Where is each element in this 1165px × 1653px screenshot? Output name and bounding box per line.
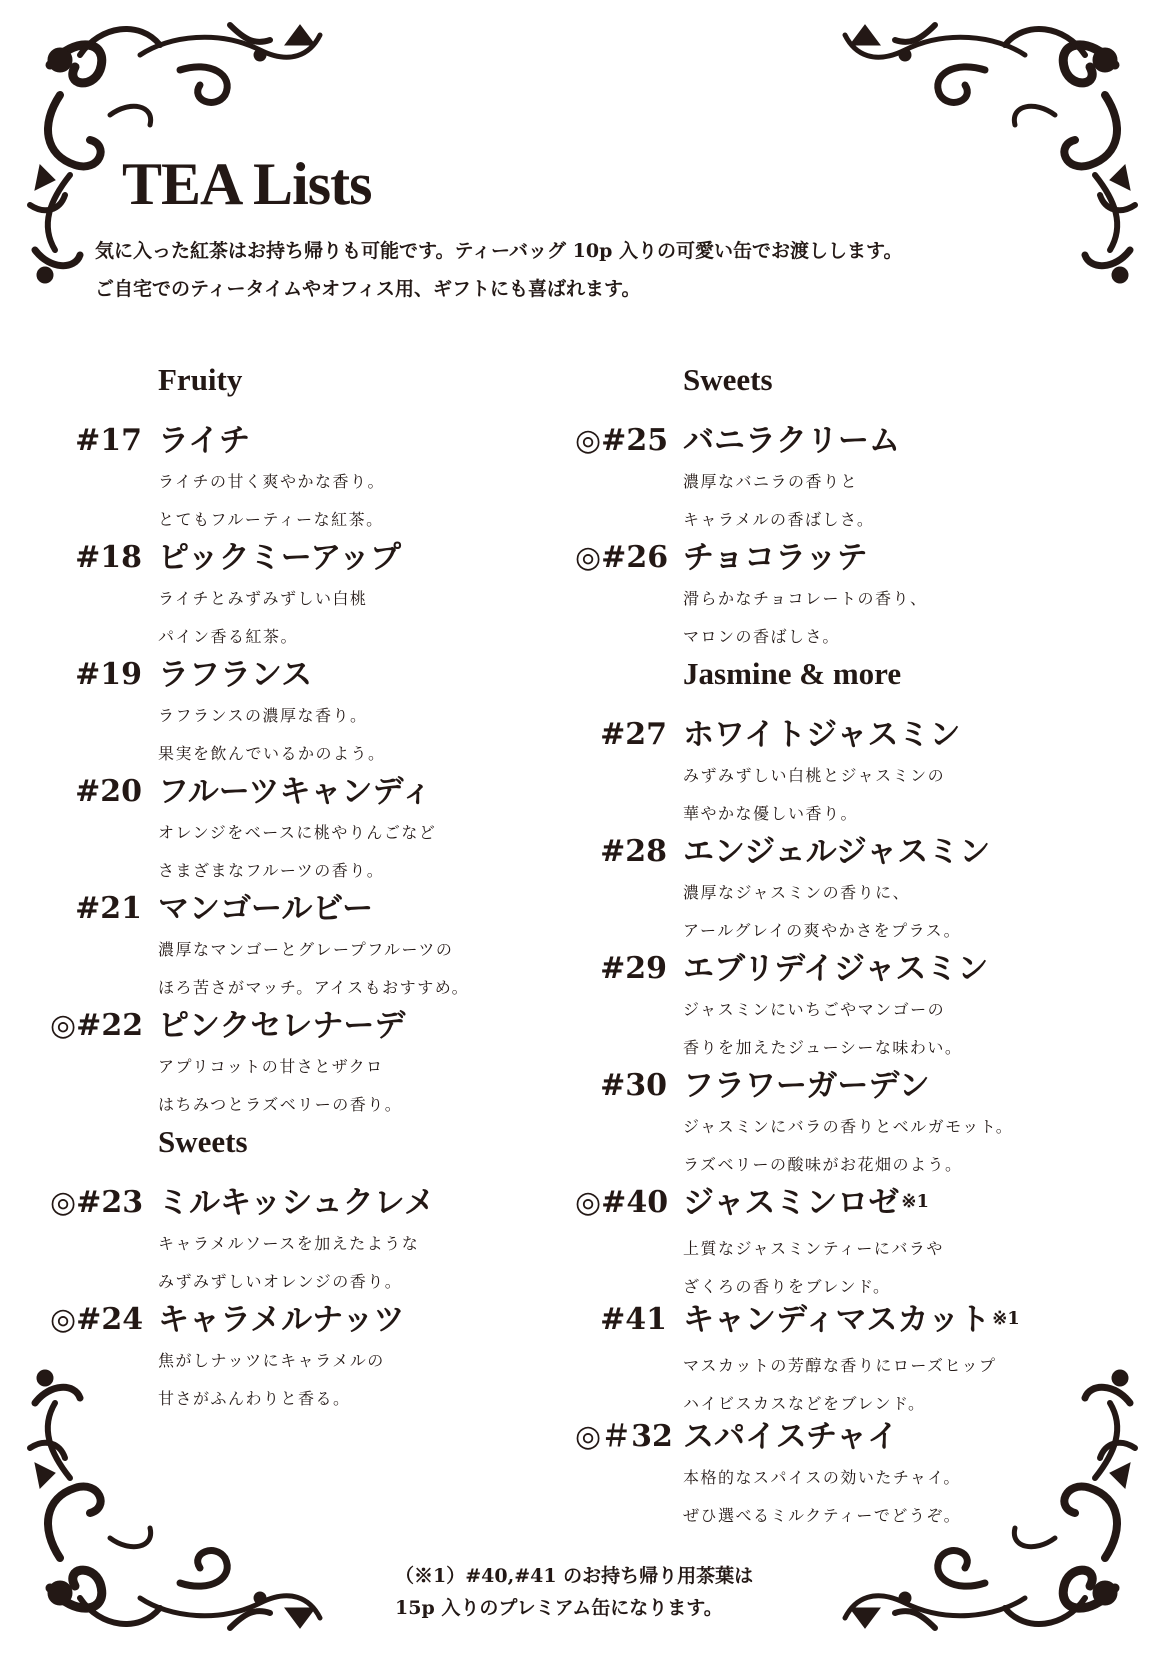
tea-name-text: ジャスミンロゼ xyxy=(683,1185,900,1221)
tea-name xyxy=(683,831,990,873)
tea-number: #19 xyxy=(75,657,142,692)
tea-item xyxy=(575,714,1115,831)
tea-description: ライチとみずみずしい白桃 xyxy=(158,589,368,608)
tea-description: オレンジをベースに桃やりんごなど xyxy=(158,823,437,842)
tea-name-text: ピックミーアップ xyxy=(158,540,402,576)
footnote-line: （※1）#40,#41 のお持ち帰り用茶葉は xyxy=(395,1565,754,1587)
tea-name-text: ミルキッシュクレメ xyxy=(158,1185,435,1221)
tea-description: みずみずしい白桃とジャスミンの xyxy=(683,766,946,785)
tea-description: ざくろの香りをブレンド。 xyxy=(683,1277,891,1296)
tea-name xyxy=(683,1065,1013,1107)
tea-description: さまざまなフルーツの香り。 xyxy=(158,861,385,880)
tea-description: アプリコットの甘さとザクロ xyxy=(158,1057,384,1076)
tea-description: キャラメルの香ばしさ。 xyxy=(683,510,875,529)
tea-number: #17 xyxy=(75,423,142,458)
tea-name-text: マンゴールビー xyxy=(158,891,374,927)
tea-name xyxy=(158,771,436,813)
tea-number: #21 xyxy=(75,891,142,926)
tea-name-text: エンジェルジャスミン xyxy=(683,834,991,870)
tea-description: 果実を飲んでいるかのよう。 xyxy=(158,744,386,763)
tea-item xyxy=(50,771,550,888)
tea-description: アールグレイの爽やかさをプラス。 xyxy=(683,921,962,940)
tea-description: 甘さがふんわりと香る。 xyxy=(158,1389,351,1408)
tea-item xyxy=(575,831,1115,948)
tea-name-text: エブリデイジャスミン xyxy=(683,951,989,987)
tea-item xyxy=(575,420,1115,537)
tea-description: ジャスミンにバラの香りとベルガモット。 xyxy=(683,1117,1014,1136)
footnote-mark: ※1 xyxy=(992,1308,1020,1329)
footnote xyxy=(395,1560,753,1624)
tea-name xyxy=(683,420,900,462)
tea-name xyxy=(158,654,386,696)
tea-description: ハイビスカスなどをブレンド。 xyxy=(683,1394,926,1413)
tea-number: ◎#26 xyxy=(575,540,669,575)
section-title: Fruity xyxy=(158,362,243,397)
section-title: Jasmine & more xyxy=(683,656,902,691)
tea-description: とてもフルーティーな紅茶。 xyxy=(158,510,384,529)
tea-name xyxy=(683,714,960,756)
tea-description: 濃厚なマンゴーとグレープフルーツの xyxy=(158,940,454,959)
tea-number: #28 xyxy=(600,834,667,869)
intro-line: ご自宅でのティータイムやオフィス用、ギフトにも喜ばれます。 xyxy=(95,278,641,300)
tea-name xyxy=(158,1299,404,1341)
tea-description: 濃厚なバニラの香りと xyxy=(683,472,859,491)
tea-name-text: キャラメルナッツ xyxy=(158,1302,405,1338)
tea-description: ほろ苦さがマッチ。アイスもおすすめ。 xyxy=(158,978,470,997)
tea-number: ◎#22 xyxy=(50,1008,144,1043)
tea-number: #18 xyxy=(75,540,142,575)
tea-name xyxy=(683,1299,1020,1346)
page-title: TEA Lists xyxy=(122,151,372,217)
intro-line: 気に入った紅茶はお持ち帰りも可能です。ティーバッグ 10p 入りの可愛い缶でお渡しします。 xyxy=(95,240,903,262)
tea-item xyxy=(575,948,1115,1065)
tea-name xyxy=(158,537,401,579)
tea-description: ぜひ選べるミルクティーでどうぞ。 xyxy=(683,1506,962,1525)
tea-description: キャラメルソースを加えたような xyxy=(158,1234,420,1253)
tea-item xyxy=(575,1065,1115,1182)
tea-item xyxy=(50,420,550,537)
tea-description: 上質なジャスミンティーにバラや xyxy=(683,1239,944,1258)
tea-description: 華やかな優しい香り。 xyxy=(683,804,859,823)
right-column xyxy=(575,360,1115,1533)
tea-name xyxy=(158,888,469,930)
footnote-line: 15p 入りのプレミアム缶になります。 xyxy=(395,1597,723,1619)
tea-item xyxy=(50,1182,550,1299)
tea-number: #20 xyxy=(75,774,142,809)
tea-description: 焦がしナッツにキャラメルの xyxy=(158,1351,385,1370)
tea-number: #29 xyxy=(600,951,667,986)
tea-name-text: フラワーガーデン xyxy=(683,1068,930,1104)
tea-description: ラフランスの濃厚な香り。 xyxy=(158,706,368,725)
tea-name-text: ライチ xyxy=(158,423,251,459)
tea-item xyxy=(50,654,550,771)
tea-name-text: ピンクセレナーデ xyxy=(158,1008,406,1044)
tea-number: #30 xyxy=(600,1068,667,1103)
tea-item xyxy=(50,888,550,1005)
tea-description: ライチの甘く爽やかな香り。 xyxy=(158,472,386,491)
tea-item xyxy=(575,1416,1115,1533)
tea-name-text: キャンディマスカット xyxy=(683,1302,991,1338)
tea-name xyxy=(158,420,385,462)
tea-item xyxy=(50,537,550,654)
tea-description: マスカットの芳醇な香りにローズヒップ xyxy=(683,1356,997,1375)
tea-item xyxy=(575,537,1115,654)
tea-name xyxy=(683,1182,944,1229)
tea-description: 濃厚なジャスミンの香りに、 xyxy=(683,883,911,902)
tea-name xyxy=(683,1416,961,1458)
tea-number: ◎＃32 xyxy=(575,1419,673,1454)
tea-description: 香りを加えたジューシーな味わい。 xyxy=(683,1038,963,1057)
tea-number: ◎#40 xyxy=(575,1185,669,1220)
tea-name-text: チョコラッテ xyxy=(683,540,868,576)
tea-name xyxy=(158,1182,435,1224)
tea-description: みずみずしいオレンジの香り。 xyxy=(158,1272,403,1291)
footnote-mark: ※1 xyxy=(901,1191,929,1212)
section-title: Sweets xyxy=(158,1124,248,1159)
left-column xyxy=(50,360,550,1416)
tea-description: マロンの香ばしさ。 xyxy=(683,627,840,646)
tea-description: ジャスミンにいちごやマンゴーの xyxy=(683,1000,946,1019)
tea-description: はちみつとラズベリーの香り。 xyxy=(158,1095,403,1114)
tea-number: #41 xyxy=(600,1302,667,1337)
tea-number: ◎#25 xyxy=(575,423,669,458)
tea-item xyxy=(575,1299,1115,1416)
tea-name-text: フルーツキャンディ xyxy=(158,774,433,810)
tea-item xyxy=(575,1182,1115,1299)
tea-number: ◎#24 xyxy=(50,1302,144,1337)
section-title: Sweets xyxy=(683,362,773,397)
tea-name-text: バニラクリーム xyxy=(683,423,900,459)
tea-name xyxy=(683,537,928,579)
tea-name-text: ラフランス xyxy=(158,657,313,693)
tea-item xyxy=(50,1299,550,1416)
tea-description: ラズベリーの酸味がお花畑のよう。 xyxy=(683,1155,963,1174)
tea-number: #27 xyxy=(600,717,667,752)
tea-description: パイン香る紅茶。 xyxy=(158,627,299,646)
intro-text xyxy=(95,232,1075,308)
tea-number: ◎#23 xyxy=(50,1185,144,1220)
tea-name-text: スパイスチャイ xyxy=(683,1419,899,1455)
tea-item xyxy=(50,1005,550,1122)
tea-name-text: ホワイトジャスミン xyxy=(683,717,961,753)
tea-name xyxy=(158,1005,405,1047)
tea-name xyxy=(683,948,988,990)
tea-description: 滑らかなチョコレートの香り、 xyxy=(683,589,928,608)
tea-description: 本格的なスパイスの効いたチャイ。 xyxy=(683,1468,961,1487)
